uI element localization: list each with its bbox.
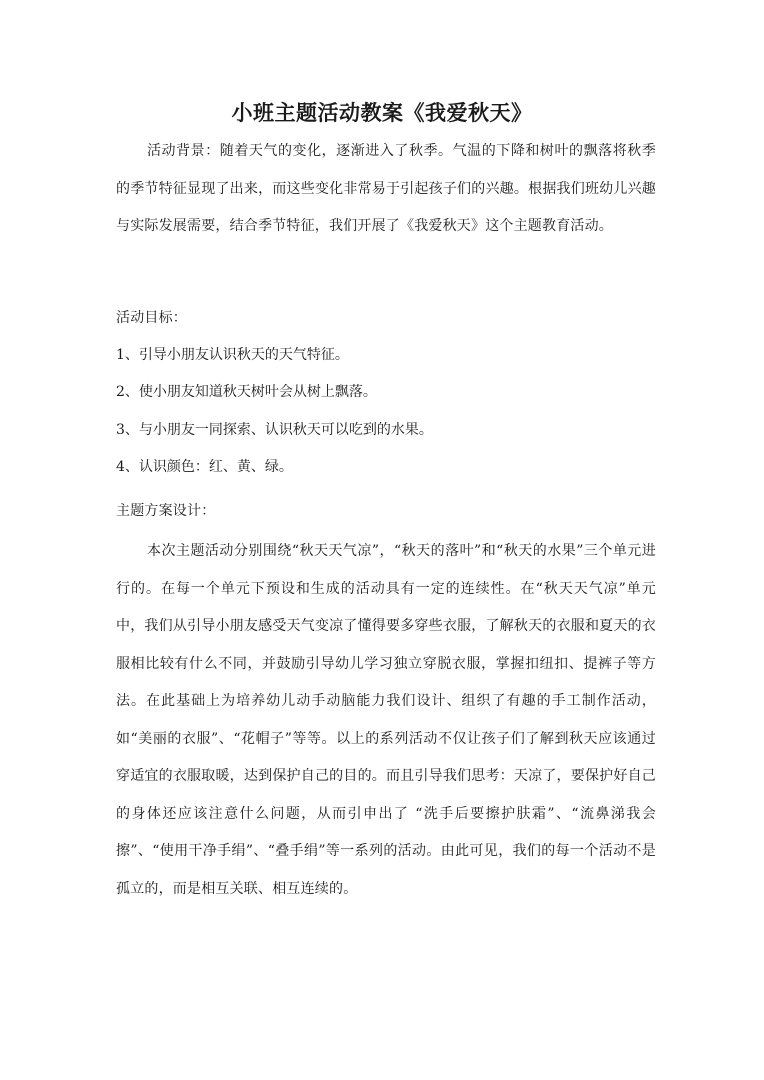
goal-item: 3、与小朋友一同探索、认识秋天可以吃到的水果。	[116, 422, 433, 438]
goal-item: 2、使小朋友知道秋天树叶会从树上飘落。	[116, 384, 377, 400]
design-paragraph: 本次主题活动分别围绕“秋天天气凉”，“秋天的落叶”和“秋天的水果”三个单元进行的。在每一个单元下预设和生成的活动具有一定的连续性。在“秋天天气凉”单元中，我们从引导小朋友感受天气变凉了懂得要多穿些衣服，了解秋天的衣服和夏天的衣服相比较有什么不同，并鼓励引导幼儿学习独立穿脱衣服，掌握扣纽扣、提裤子等方法。在此基础上为培养幼儿动手动脑能力我们设计、组织了有趣的手工制作活动，如“美丽的衣服”、“花帽子”等等。以上的系列活动不仅让孩子们了解到秋天应该通过穿适宜的衣服取暖，达到保护自己的目的。而且引导我们思考：天凉了，要保护好自己的身体还应该注意什么问题，从而引申出了 “洗手后要擦护肤霜”、“流鼻涕我会擦”、“使用干净手绢”、“叠手绢”等一系列的活动。由此可见，我们的每一个活动不是孤立的，而是相互关联、相互连续的。	[116, 543, 656, 897]
design-heading: 主题方案设计：	[116, 503, 216, 519]
goal-item: 1、引导小朋友认识秋天的天气特征。	[116, 347, 349, 363]
goal-item: 4、认识颜色：红、黄、绿。	[116, 459, 293, 475]
document-title: 小班主题活动教案《我爱秋天》	[231, 101, 533, 125]
goals-heading: 活动目标：	[116, 310, 187, 326]
background-paragraph: 活动背景：随着天气的变化，逐渐进入了秋季。气温的下降和树叶的飘落将秋季的季节特征显现了出来，而这些变化非常易于引起孩子们的兴趣。根据我们班幼儿兴趣与实际发展需要，结合季节特征，我们开展了《我爱秋天》这个主题教育活动。	[116, 143, 656, 234]
